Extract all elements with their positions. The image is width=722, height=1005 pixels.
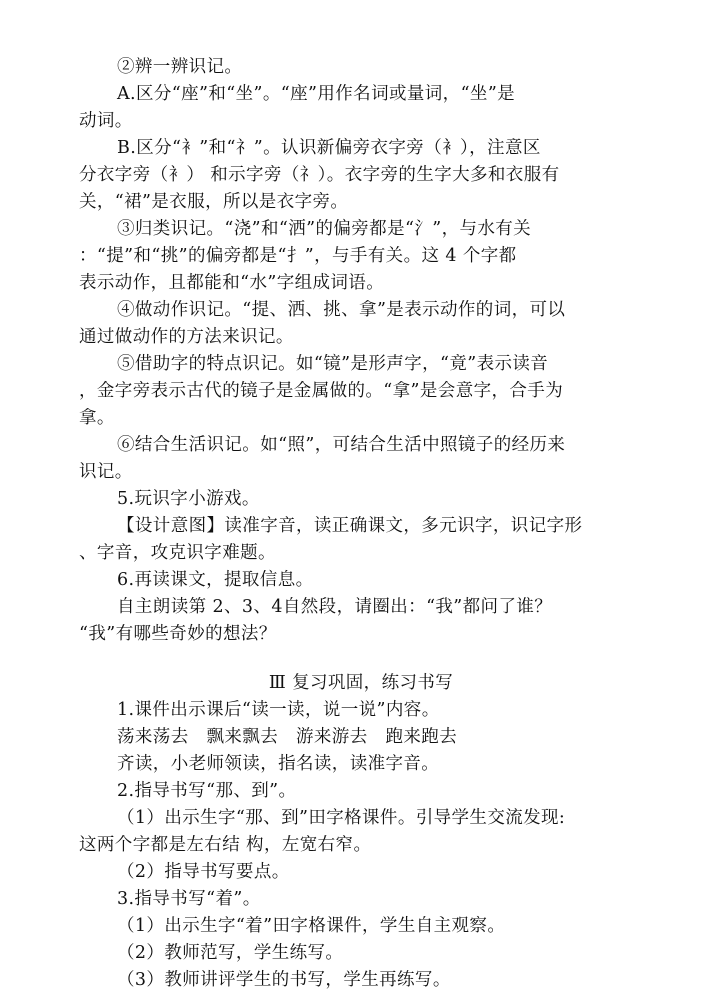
paragraph-line: ④做动作识记。“提、洒、挑、拿”是表示动作的词，可以 — [117, 300, 566, 320]
paragraph-line: “我”有哪些奇妙的想法？ — [79, 624, 277, 644]
paragraph-line: 、字音，攻克识字难题。 — [79, 543, 276, 563]
paragraph-line: B.区分“衤”和“礻”。认识新偏旁衣字旁（衤），注意区 — [117, 138, 541, 158]
paragraph-line: A.区分“座”和“坐”。“座”用作名词或量词，“坐”是 — [117, 84, 516, 104]
paragraph-line: 分衣字旁（衤） 和示字旁（礻）。衣字旁的生字大多和衣服有 — [79, 165, 560, 185]
paragraph-line: ⑥结合生活识记。如“照”，可结合生活中照镜子的经历来 — [117, 435, 566, 455]
paragraph-line: 【设计意图】读准字音，读正确课文，多元识字，识记字形 — [117, 516, 583, 536]
paragraph-line: （2）指导书写要点。 — [117, 862, 290, 882]
paragraph-line: 1.课件出示课后“读一读，说一说”内容。 — [117, 700, 440, 720]
paragraph-line: 荡来荡去 飘来飘去 游来游去 跑来跑去 — [117, 727, 458, 747]
paragraph-line: 表示动作，且都能和“水”字组成词语。 — [79, 273, 385, 293]
paragraph-line: （1）出示生字“那、到”田字格课件。引导学生交流发现: — [117, 808, 566, 828]
paragraph-line: 关，“裙”是衣服，所以是衣字旁。 — [79, 192, 349, 212]
paragraph-line: 通过做动作的方法来识记。 — [79, 327, 294, 347]
paragraph-line: 2.指导书写“那、到”。 — [117, 781, 297, 801]
paragraph-line: （1）出示生字“着”田字格课件，学生自主观察。 — [117, 916, 506, 936]
paragraph-line: 动词。 — [79, 111, 133, 131]
paragraph-line: （2）教师范写，学生练写。 — [117, 943, 344, 963]
paragraph-line: 识记。 — [79, 462, 133, 482]
paragraph-line: ，金字旁表示古代的镜子是金属做的。“拿”是会意字，合手为 — [79, 381, 564, 401]
paragraph-line: ③归类识记。“浇”和“洒”的偏旁都是“氵”，与水有关 — [117, 219, 532, 239]
paragraph-line: 5.玩识字小游戏。 — [117, 489, 260, 509]
section-heading: Ⅲ 复习巩固，练习书写 — [268, 673, 454, 693]
paragraph-line: 这两个字都是左右结 构，左宽右窄。 — [79, 835, 372, 855]
paragraph-line: 齐读，小老师领读，指名读，读准字音。 — [117, 754, 440, 774]
paragraph-line: 6.再读课文，提取信息。 — [117, 570, 314, 590]
paragraph-line: 自主朗读第 2、3、4自然段，请圈出：“我”都问了谁？ — [117, 597, 553, 617]
paragraph-line: ⑤借助字的特点识记。如“镜”是形声字，“竟”表示读音 — [117, 354, 549, 374]
paragraph-line: （3）教师讲评学生的书写，学生再练写。 — [117, 970, 451, 990]
paragraph-line: ②辨一辨识记。 — [117, 57, 243, 77]
paragraph-line: 3.指导书写“着”。 — [117, 889, 261, 909]
paragraph-line: ：“提”和“挑”的偏旁都是“扌”，与手有关。这 4 个字都 — [79, 246, 517, 266]
paragraph-line: 拿。 — [79, 408, 115, 428]
